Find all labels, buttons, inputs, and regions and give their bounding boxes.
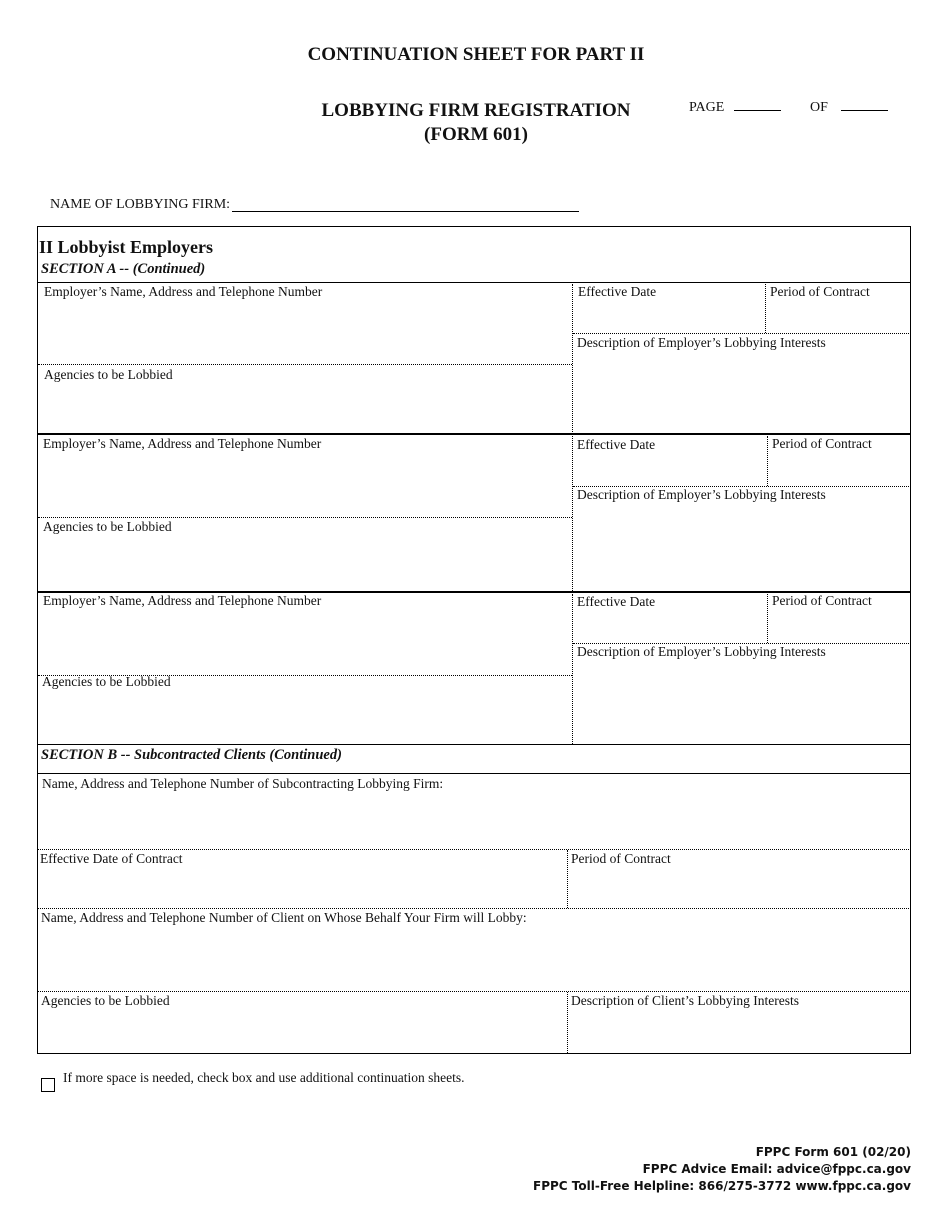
form-title bbox=[300, 99, 652, 147]
effective-date-field[interactable]: Effective Date bbox=[578, 284, 657, 299]
period-of-contract-field[interactable]: Period of Contract bbox=[770, 284, 870, 299]
section-b-title: SECTION B -- Subcontracted Clients (Continued) bbox=[41, 747, 342, 763]
divider bbox=[572, 594, 573, 744]
divider bbox=[38, 517, 572, 518]
effective-date-field[interactable]: Effective Date bbox=[577, 437, 656, 452]
more-space-label: If more space is needed, check box and use additional continuation sheets. bbox=[63, 1070, 465, 1085]
divider bbox=[572, 284, 573, 434]
lobbying-interests-field[interactable]: Description of Employer’s Lobbying Interests bbox=[577, 487, 826, 502]
advice-email: FPPC Advice Email: advice@fppc.ca.gov bbox=[642, 1162, 911, 1176]
divider bbox=[38, 849, 911, 850]
part-title: II Lobbyist Employers bbox=[39, 237, 214, 257]
page-label: PAGE bbox=[689, 100, 725, 115]
section-a-title: SECTION A -- (Continued) bbox=[41, 261, 206, 277]
divider bbox=[38, 991, 911, 992]
page-total-field[interactable] bbox=[841, 110, 888, 111]
employer-name-field[interactable]: Employer’s Name, Address and Telephone Number bbox=[43, 593, 322, 608]
helpline: FPPC Toll-Free Helpline: 866/275-3772 www.fppc.ca.gov bbox=[533, 1179, 911, 1193]
divider bbox=[37, 282, 911, 283]
firm-name-label: NAME OF LOBBYING FIRM: bbox=[50, 197, 231, 212]
firm-name-field[interactable] bbox=[232, 211, 579, 212]
of-label: OF bbox=[810, 100, 828, 115]
client-interests-field[interactable]: Description of Client’s Lobbying Interests bbox=[571, 993, 799, 1008]
divider bbox=[765, 284, 766, 333]
divider bbox=[767, 436, 768, 486]
divider bbox=[37, 433, 911, 435]
contract-effective-date-field[interactable]: Effective Date of Contract bbox=[40, 851, 183, 866]
effective-date-field[interactable]: Effective Date bbox=[577, 594, 656, 609]
lobbying-interests-field[interactable]: Description of Employer’s Lobbying Interests bbox=[577, 335, 826, 350]
period-of-contract-field[interactable]: Period of Contract bbox=[772, 593, 872, 608]
client-agencies-field[interactable]: Agencies to be Lobbied bbox=[41, 993, 170, 1008]
divider bbox=[572, 436, 573, 591]
sheet-title: CONTINUATION SHEET FOR PART II bbox=[307, 44, 645, 65]
period-of-contract-field[interactable]: Period of Contract bbox=[772, 436, 872, 451]
agencies-field[interactable]: Agencies to be Lobbied bbox=[43, 519, 172, 534]
divider bbox=[567, 850, 568, 908]
form-title-line2: (FORM 601) bbox=[424, 124, 528, 145]
divider bbox=[767, 594, 768, 643]
form-title-line1: LOBBYING FIRM REGISTRATION bbox=[321, 100, 631, 121]
subcontracting-firm-field[interactable]: Name, Address and Telephone Number of Subcontracting Lobbying Firm: bbox=[42, 776, 444, 791]
agencies-field[interactable]: Agencies to be Lobbied bbox=[44, 367, 173, 382]
contract-period-field[interactable]: Period of Contract bbox=[571, 851, 671, 866]
agencies-field[interactable]: Agencies to be Lobbied bbox=[42, 674, 171, 689]
employer-name-field[interactable]: Employer’s Name, Address and Telephone Number bbox=[43, 436, 322, 451]
employer-name-field[interactable]: Employer’s Name, Address and Telephone Number bbox=[44, 284, 323, 299]
divider bbox=[37, 773, 911, 774]
lobbying-interests-field[interactable]: Description of Employer’s Lobbying Interests bbox=[577, 644, 826, 659]
divider bbox=[573, 333, 911, 334]
divider bbox=[567, 992, 568, 1053]
more-space-checkbox[interactable] bbox=[41, 1078, 55, 1092]
divider bbox=[38, 908, 911, 909]
divider bbox=[38, 364, 572, 365]
client-field[interactable]: Name, Address and Telephone Number of Client on Whose Behalf Your Firm will Lobby: bbox=[41, 910, 527, 925]
divider bbox=[37, 744, 911, 745]
form-id: FPPC Form 601 (02/20) bbox=[755, 1145, 911, 1159]
page-number-field[interactable] bbox=[734, 110, 781, 111]
